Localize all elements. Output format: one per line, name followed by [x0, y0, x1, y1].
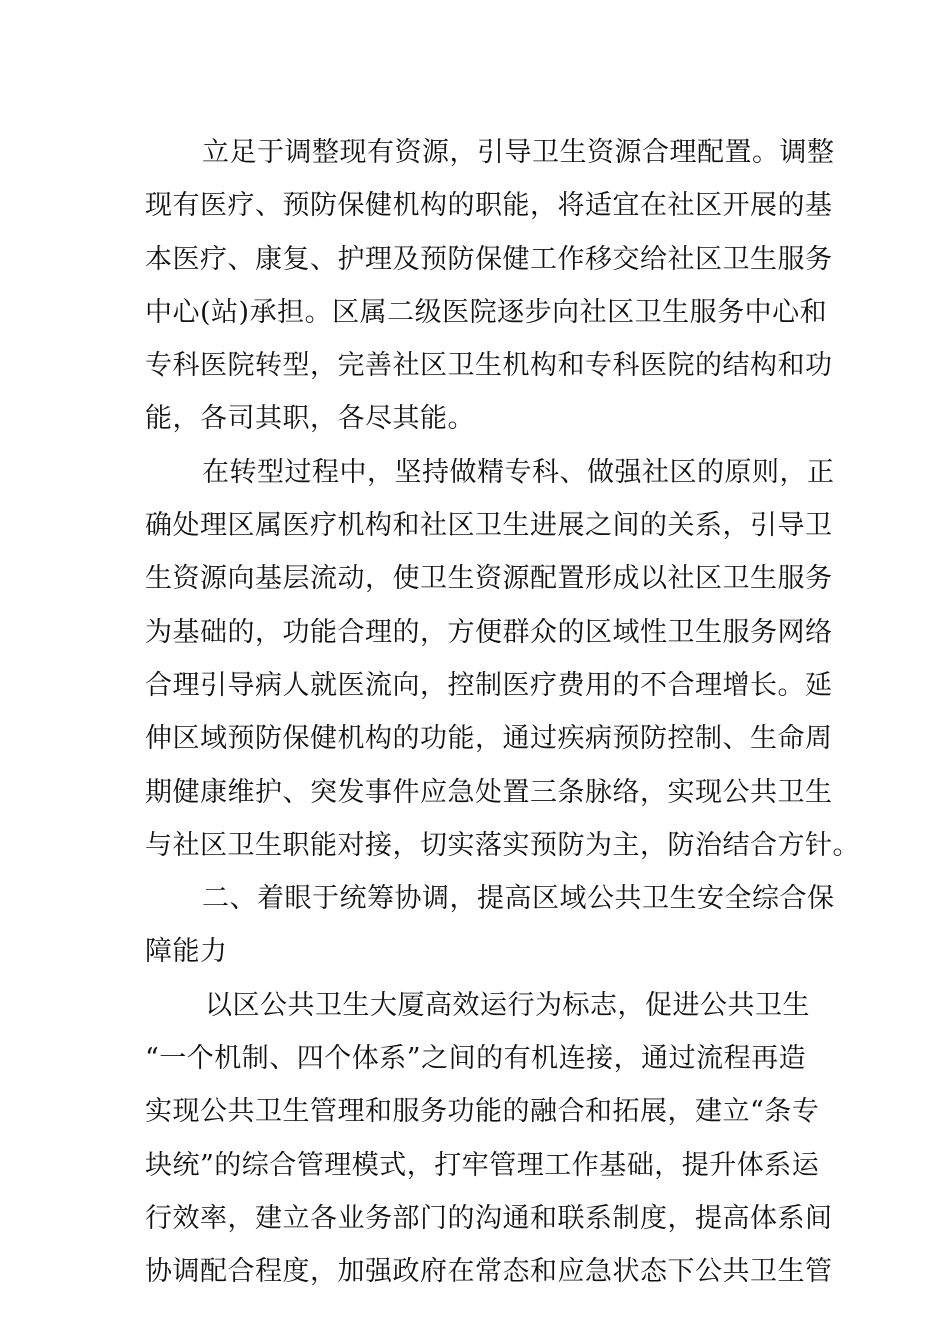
text-line: 生资源向基层流动，使卫生资源配置形成以社区卫生服务	[145, 563, 833, 595]
text-line: 立足于调整现有资源，引导卫生资源合理配置。调整	[202, 137, 835, 168]
text-line: 实现公共卫生管理和服务功能的融合和拓展，建立“条专	[145, 1096, 820, 1128]
text-line: 现有医疗、预防保健机构的职能，将适宜在社区开展的基	[145, 190, 833, 222]
paragraph-transformation	[145, 446, 860, 872]
text-line: 为基础的，功能合理的，方便群众的区域性卫生服务网络	[145, 616, 833, 648]
text-line: 专科医院转型，完善社区卫生机构和专科医院的结构和功	[145, 350, 833, 382]
text-line: “一个机制、四个体系”之间的有机连接，通过流程再造	[145, 1043, 807, 1075]
heading-line: 二、着眼于统筹协调，提高区域公共卫生安全综合保	[202, 883, 835, 915]
text-line: 在转型过程中，坚持做精专科、做强社区的原则，正	[202, 456, 835, 488]
text-line: 与社区卫生职能对接，切实落实预防为主，防治结合方针。	[145, 829, 860, 861]
text-line: 以区公共卫生大厦高效运行为标志，促进公共卫生	[205, 989, 810, 1021]
paragraph-public-health-building	[145, 979, 833, 1299]
section-heading	[145, 872, 835, 979]
text-line: 行效率，建立各业务部门的沟通和联系制度，提高体系间	[145, 1202, 833, 1234]
text-line: 块统”的综合管理模式，打牢管理工作基础，提升体系运	[145, 1149, 820, 1181]
text-line: 中心(站)承担。区属二级医院逐步向社区卫生服务中心和	[145, 296, 828, 328]
document-page	[145, 126, 860, 1299]
text-line: 期健康维护、突发事件应急处置三条脉络，实现公共卫生	[145, 776, 833, 808]
text-line: 合理引导病人就医流向，控制医疗费用的不合理增长。延	[145, 669, 833, 701]
heading-line: 障能力	[145, 936, 228, 968]
text-line: 确处理区属医疗机构和社区卫生进展之间的关系，引导卫	[145, 510, 833, 542]
text-line: 能，各司其职，各尽其能。	[145, 403, 475, 435]
paragraph-resource-allocation	[145, 126, 835, 446]
text-line: 伸区域预防保健机构的功能，通过疾病预防控制、生命周	[145, 723, 833, 755]
text-line: 本医疗、康复、护理及预防保健工作移交给社区卫生服务	[145, 243, 833, 275]
text-line: 协调配合程度，加强政府在常态和应急状态下公共卫生管	[145, 1256, 833, 1288]
